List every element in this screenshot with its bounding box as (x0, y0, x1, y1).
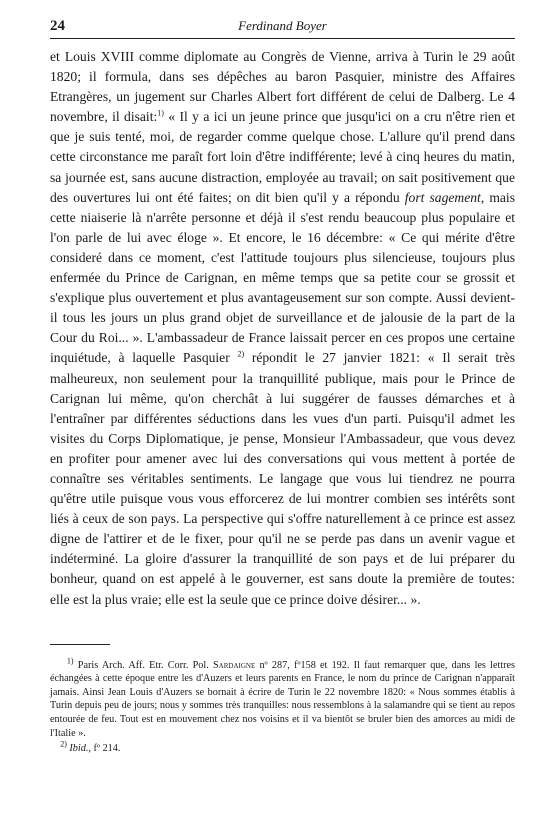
footnote-ref-1: 1) (157, 108, 164, 118)
footnote-1-text-a: Paris Arch. Aff. Etr. Corr. Pol. (73, 659, 213, 671)
footnote-1-smallcaps: Sardaigne (213, 659, 256, 671)
footnotes (50, 656, 515, 756)
footnote-2-marker: 2) (60, 739, 67, 749)
body-italic: fort sagement (404, 189, 481, 205)
body-text-4: répondit le 27 janvier 1821: « Il serait très malheureux, non seulement pour la tranquillité publique, mais pour le Prince de Carignan lui même, qu'on cherchât à lui suggérer de fausses démarches et à l'entraîner par différentes séductions dans les vues d'un parti. Puisqu'il admet les visites du Corps Diplomatique, je pense, Monsieur l'Ambassadeur, que vous devez en profiter pour amener avec lui des conversations qui vous mettent à portée de connaître ses véritables sentiments. Le langage que vous lui tiendrez ne pourra qu'être utile puisque vous vous efforcerez de lui montrer combien ses intérêts sont liés à ceux de son pays. La perspective qui s'offre naturellement à ce prince est assez digne de l'attirer et de le fixer, pour qu'il ne se perde pas dans un avenir vague et indéterminé. La gloire d'assurer la tranquillité de son pays et de lui préparer du bonheur, quand on est appelé à le gouverner, est sans doute la première de toutes: elle est la plus vraie; elle est la seule que ce prince doive désirer... ». (50, 350, 515, 607)
page-number: 24 (50, 18, 65, 34)
body-text-2: « Il y a ici un jeune prince que jusqu'ici on a cru n'être rien et que je suis tenté, moi, de regarder comme quelque chose. L'allure qu'il prend dans cette circonstance me paraît fort loin d'être indifférente; levé à cinq heures du matin, sa journée est, sans aucune distraction, employée au travail; on sait positivement que des ouvertures lui ont été faites; on dit bien qu'il y a répondu (50, 109, 515, 205)
footnote-ref-2: 2) (237, 349, 245, 359)
footnote-2-italic: Ibid. (69, 743, 89, 755)
book-page (50, 18, 515, 756)
footnote-1-text-b: nº 287, fº158 et 192. Il faut remarquer que, dans les lettres échangées à cette époque entre les d'Auzers et leurs parents en France, le nom du prince de Carignan n'apparaît jamais. Ainsi Jean Louis d'Auzers se bornait à écrire de Turin le 22 novembre 1820: « Nous sommes établis à Turin depuis peu de jours; nous y sommes très tranquilles: nous ressemblons à la salamandre qui se tient au repos entourée de feu. Tout est en mouvement chez nos voisins et il va bientôt se bruler bien des amorces au midi de l'Italie ». (50, 659, 515, 739)
footnote-2 (50, 739, 515, 756)
body-text-1: et Louis XVIII comme diplomate au Congrès de Vienne, arriva à Turin le 29 août 1820; il formula, dans ses dépêches au baron Pasquier, ministre des Affaires Etrangères, un jugement sur Charles Albert fort différent de celui de Dalberg. Le 4 novembre, il disait: (50, 49, 515, 125)
body-text-3: , mais cette niaiserie là n'arrête personne et déjà il s'est rendu beaucoup plus populaire et l'on parle de lui avec éloge ». Et encore, le 16 décembre: « Ce qui mérite d'être consideré dans ce moment, c'est l'attitude toujours plus silencieuse, toujours plus enfermée du Prince de Carignan, en même temps que sa petite cour se grossit et s'explique plus ouvertement et plus avantageusement sur son compte. Aussi devient-il tous les jours un plus grand objet de surveillance et de jalousie de la part de la Cour du Roi... ». L'ambassadeur de France laissait percer en ces propos une certaine inquiétude, à laquelle Pasquier (50, 189, 515, 366)
footnote-2-text: , fº 214. (88, 743, 121, 755)
body-paragraph (50, 47, 515, 610)
main-text (50, 47, 515, 610)
page-header (50, 18, 515, 39)
footnote-1 (50, 656, 515, 741)
running-title: Ferdinand Boyer (238, 18, 327, 33)
footnote-1-marker: 1) (66, 656, 74, 666)
footnote-rule (50, 644, 110, 645)
